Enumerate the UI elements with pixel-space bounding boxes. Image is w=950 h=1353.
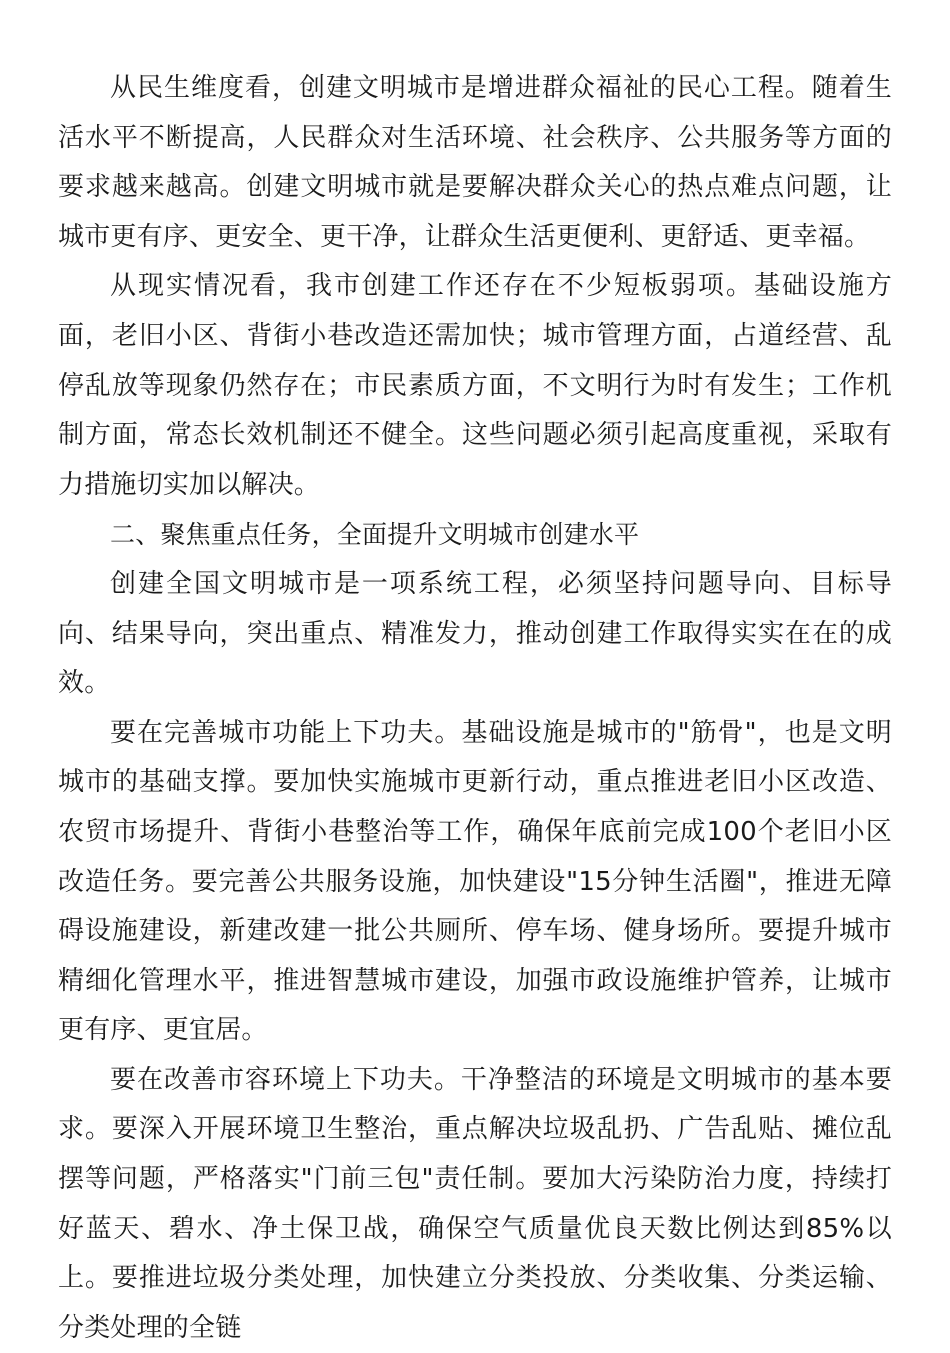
paragraph-livelihood: 从民生维度看，创建文明城市是增进群众福祉的民心工程。随着生活水平不断提高，人民群众对生活环境、社会秩序、公共服务等方面的要求越来越高。创建文明城市就是要解决群众关心的热点难点问题，让城市更有序、更安全、更干净，让群众生活更便利、更舒适、更幸福。 (58, 73, 892, 252)
paragraph-systematic-project: 创建全国文明城市是一项系统工程，必须坚持问题导向、目标导向、结果导向，突出重点、精准发力，推动创建工作取得实实在在的成效。 (58, 568, 892, 699)
document-page (58, 64, 892, 1353)
paragraph-city-environment: 要在改善市容环境上下功夫。干净整洁的环境是文明城市的基本要求。要深入开展环境卫生整治，重点解决垃圾乱扔、广告乱贴、摊位乱摆等问题，严格落实"门前三包"责任制。要加大污染防治力度，持续打好蓝天、碧水、净土保卫战，确保空气质量优良天数比例达到85%以上。要推进垃圾分类处理，加快建立分类投放、分类收集、分类运输、分类处理的全链 (58, 1064, 892, 1343)
section-heading: 二、聚焦重点任务，全面提升文明城市创建水平 (110, 520, 640, 550)
paragraph-current-situation: 从现实情况看，我市创建工作还存在不少短板弱项。基础设施方面，老旧小区、背街小巷改造还需加快；城市管理方面，占道经营、乱停乱放等现象仍然存在；市民素质方面，不文明行为时有发生；工作机制方面，常态长效机制还不健全。这些问题必须引起高度重视，采取有力措施切实加以解决。 (58, 271, 892, 500)
paragraph-city-function: 要在完善城市功能上下功夫。基础设施是城市的"筋骨"，也是文明城市的基础支撑。要加快实施城市更新行动，重点推进老旧小区改造、农贸市场提升、背街小巷整治等工作，确保年底前完成100个老旧小区改造任务。要完善公共服务设施，加快建设"15分钟生活圈"，推进无障碍设施建设，新建改建一批公共厕所、停车场、健身场所。要提升城市精细化管理水平，推进智慧城市建设，加强市政设施维护管养，让城市更有序、更宜居。 (58, 717, 892, 1046)
